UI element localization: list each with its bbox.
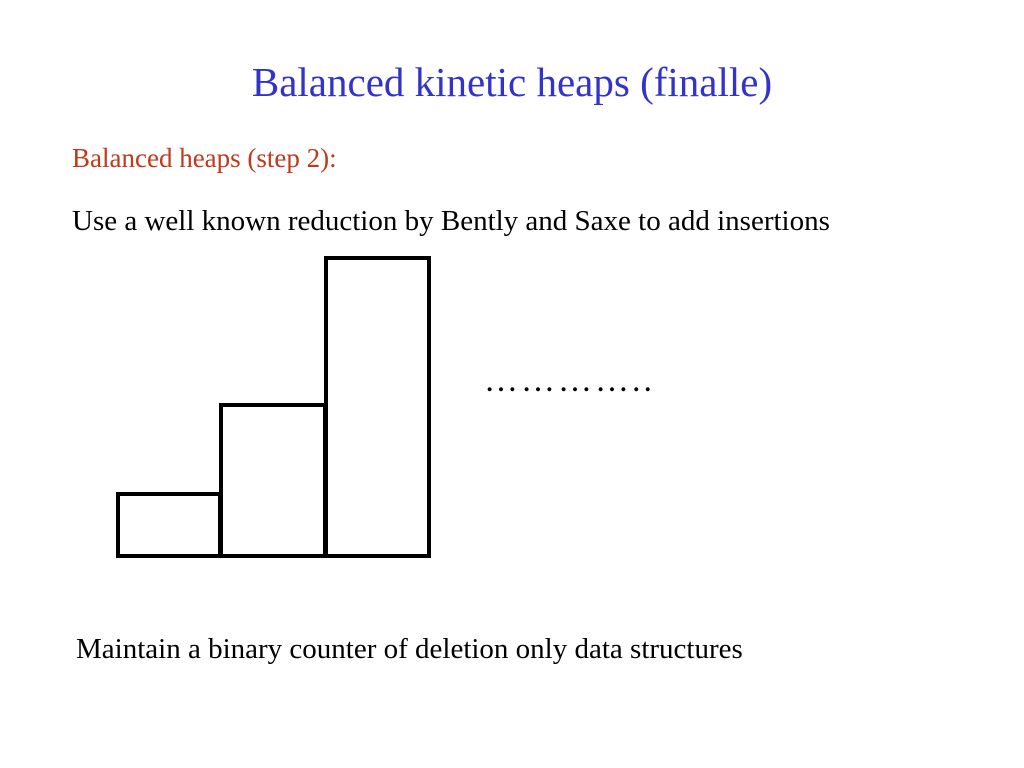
body-text: Use a well known reduction by Bently and Saxe to add insertions xyxy=(72,205,830,237)
slide-subtitle: Balanced heaps (step 2): xyxy=(72,143,337,173)
footer-text: Maintain a binary counter of deletion only data structures xyxy=(76,633,743,665)
continuation-dots: ………….. xyxy=(484,362,655,399)
large-heap-box xyxy=(324,256,431,558)
medium-heap-box xyxy=(219,403,327,558)
slide-title: Balanced kinetic heaps (finalle) xyxy=(251,59,773,105)
small-heap-box xyxy=(116,492,222,558)
